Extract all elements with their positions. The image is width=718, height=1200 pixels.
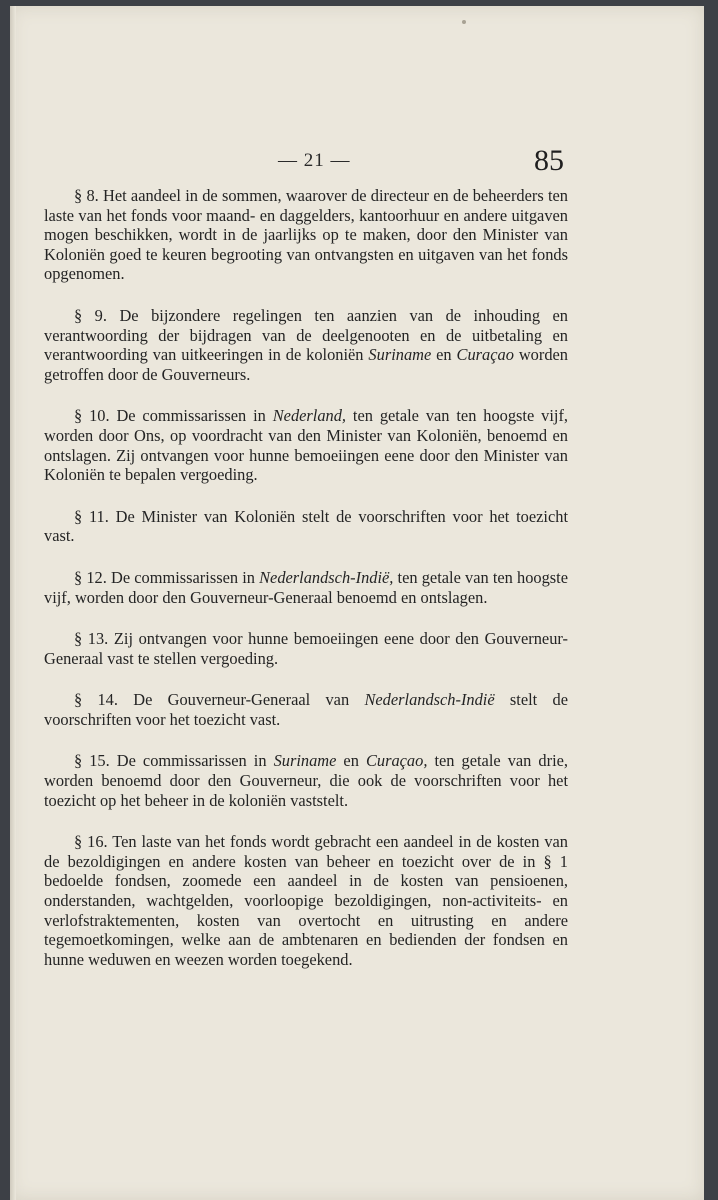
paragraph-text: ten getale van drie, worden benoemd door den Gouverneur, die ook de voorschriften voor het toezicht op het beheer in de koloniën vaststelt. [44,751,568,810]
paragraph-text: worden getroffen door de Gouverneurs. [44,345,568,384]
article-paragraph [44,406,568,484]
italic-place-name: Nederlandsch-Indië [364,690,495,710]
paragraph-text: § 10. De commissarissen in [74,406,273,426]
italic-place-name: Suriname [368,345,432,365]
page-number-outer: 85 [534,144,564,177]
article-paragraph [44,507,568,546]
article-paragraph [44,568,568,607]
document-page [10,6,704,1200]
paragraph-text: ten getale van ten hoogste vijf, worden door den Gouverneur-Generaal benoemd en ontslagen. [44,567,568,607]
italic-place-name: Nederlandsch-Indië, [259,567,394,587]
paragraph-text: § 13. Zij ontvangen voor hunne bemoeiingen eene door den Gouverneur-Generaal vast te stellen vergoeding. [44,629,568,668]
paragraph-text: § 14. De Gouverneur-Generaal van [74,690,365,710]
paragraph-text: en [336,751,366,771]
paragraph-text: § 8. Het aandeel in de sommen, waarover de directeur en de beheerders ten laste van het fonds voor maand- en daggelders, kantoorhuur en andere uitgaven mogen beschikken, wordt in de jaarlijks op te maken, door den Minister van Koloniën goed te keuren begrooting van ontvangsten en uitgaven van het fonds opgenomen. [44,186,568,284]
document-body [44,186,568,991]
italic-place-name: Suriname [273,751,337,771]
article-paragraph [44,629,568,668]
italic-place-name: Curaçao [456,345,514,365]
page-number-inner: — 21 — [278,150,351,171]
article-paragraph [44,186,568,284]
paper-speck [462,20,466,24]
paragraph-text: stelt de voorschriften voor het toezicht vast. [44,690,568,729]
italic-place-name: Curaçao, [365,751,428,771]
article-paragraph [44,751,568,810]
article-paragraph [44,690,568,729]
italic-place-name: Nederland, [272,406,347,426]
page-header [10,144,704,184]
article-paragraph [44,306,568,384]
paragraph-text: § 9. De bijzondere regelingen ten aanzien van de inhouding en verantwoording der bijdragen van de deelgenooten en de uitbetaling en verantwoording van uitkeeringen in de koloniën [44,305,568,365]
paragraph-text: § 12. De commissarissen in [74,567,260,587]
paragraph-text: en [431,345,457,365]
article-paragraph [44,832,568,969]
paragraph-text: ten getale van ten hoogste vijf, worden door Ons, op voordracht van den Minister van Koloniën, benoemd en ontslagen. Zij ontvangen voor hunne bemoeiingen eene door den Minister van Koloniën te bepalen vergoeding. [44,406,568,485]
paragraph-text: § 15. De commissarissen in [74,751,274,771]
paragraph-text: § 11. De Minister van Koloniën stelt de voorschriften voor het toezicht vast. [44,506,568,546]
paragraph-text: § 16. Ten laste van het fonds wordt gebracht een aandeel in de kosten van de bezoldigingen en andere kosten van beheer en toezicht over de in § 1 bedoelde fondsen, zoomede een aandeel in de kosten van pensioenen, onderstanden, wachtgelden, voorloopige bezoldigingen, non-activiteits- en verlofstraktementen, kosten van overtocht en uitrusting en andere tegemoetkomingen, welke aan de ambtenaren en bedienden der fondsen en hunne weduwen en weezen worden toegekend. [44,832,568,969]
